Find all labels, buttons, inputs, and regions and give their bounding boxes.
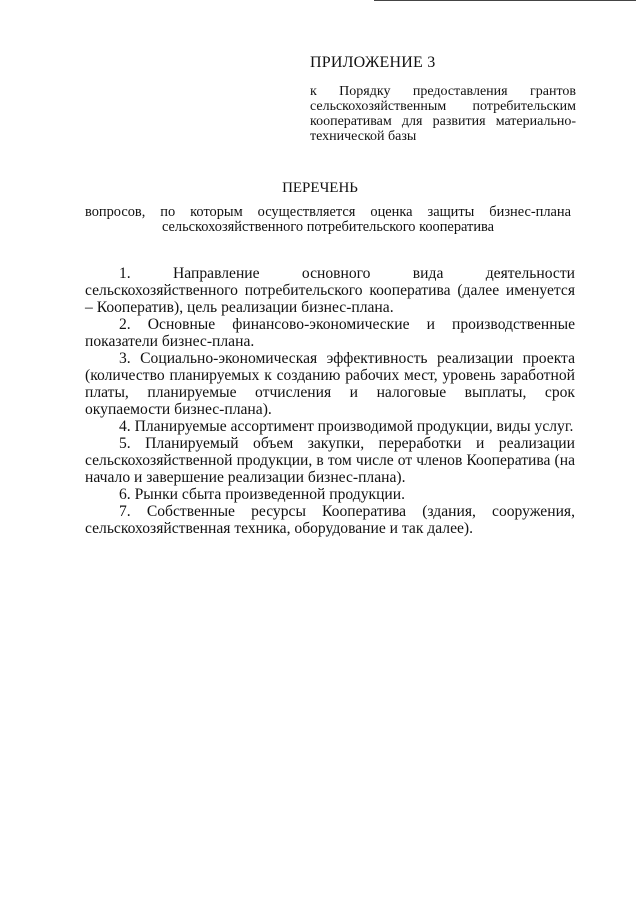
list-item: 3. Социально-экономическая эффективность реализации проекта (количество планируемых к созданию рабочих мест, уровень заработной платы, планируемые отчисления и налоговые выплаты, срок окупаемости бизнес-плана).	[85, 350, 575, 418]
appendix-text: к Порядку предоставления грантов сельскохозяйственным потребительским кооперативам для развития материально-технической базы	[310, 84, 576, 144]
list-item: 5. Планируемый объем закупки, переработки и реализации сельскохозяйственной продукции, в том числе от членов Кооператива (на начало и завершение реализации бизнес-плана).	[85, 435, 575, 486]
list-item: 4. Планируемые ассортимент производимой продукции, виды услуг.	[119, 418, 574, 435]
question-list	[85, 265, 575, 537]
subheading-line-1: вопросов, по которым осуществляется оценка защиты бизнес-плана	[85, 204, 571, 220]
document-heading: ПЕРЕЧЕНЬ	[282, 180, 358, 196]
list-item: 1. Направление основного вида деятельности сельскохозяйственного потребительского кооператива (далее именуется – Кооператив), цель реализации бизнес-плана.	[85, 265, 575, 316]
top-edge-rule	[374, 0, 636, 1]
list-item: 2. Основные финансово-экономические и производственные показатели бизнес-плана.	[85, 316, 575, 350]
appendix-title: ПРИЛОЖЕНИЕ 3	[310, 54, 436, 71]
appendix-block	[310, 54, 576, 144]
document-subheading	[85, 205, 571, 235]
list-item: 6. Рынки сбыта произведенной продукции.	[119, 486, 406, 503]
subheading-line-2: сельскохозяйственного потребительского кооператива	[161, 219, 495, 235]
list-item: 7. Собственные ресурсы Кооператива (здания, сооружения, сельскохозяйственная техника, оборудование и так далее).	[85, 503, 575, 537]
